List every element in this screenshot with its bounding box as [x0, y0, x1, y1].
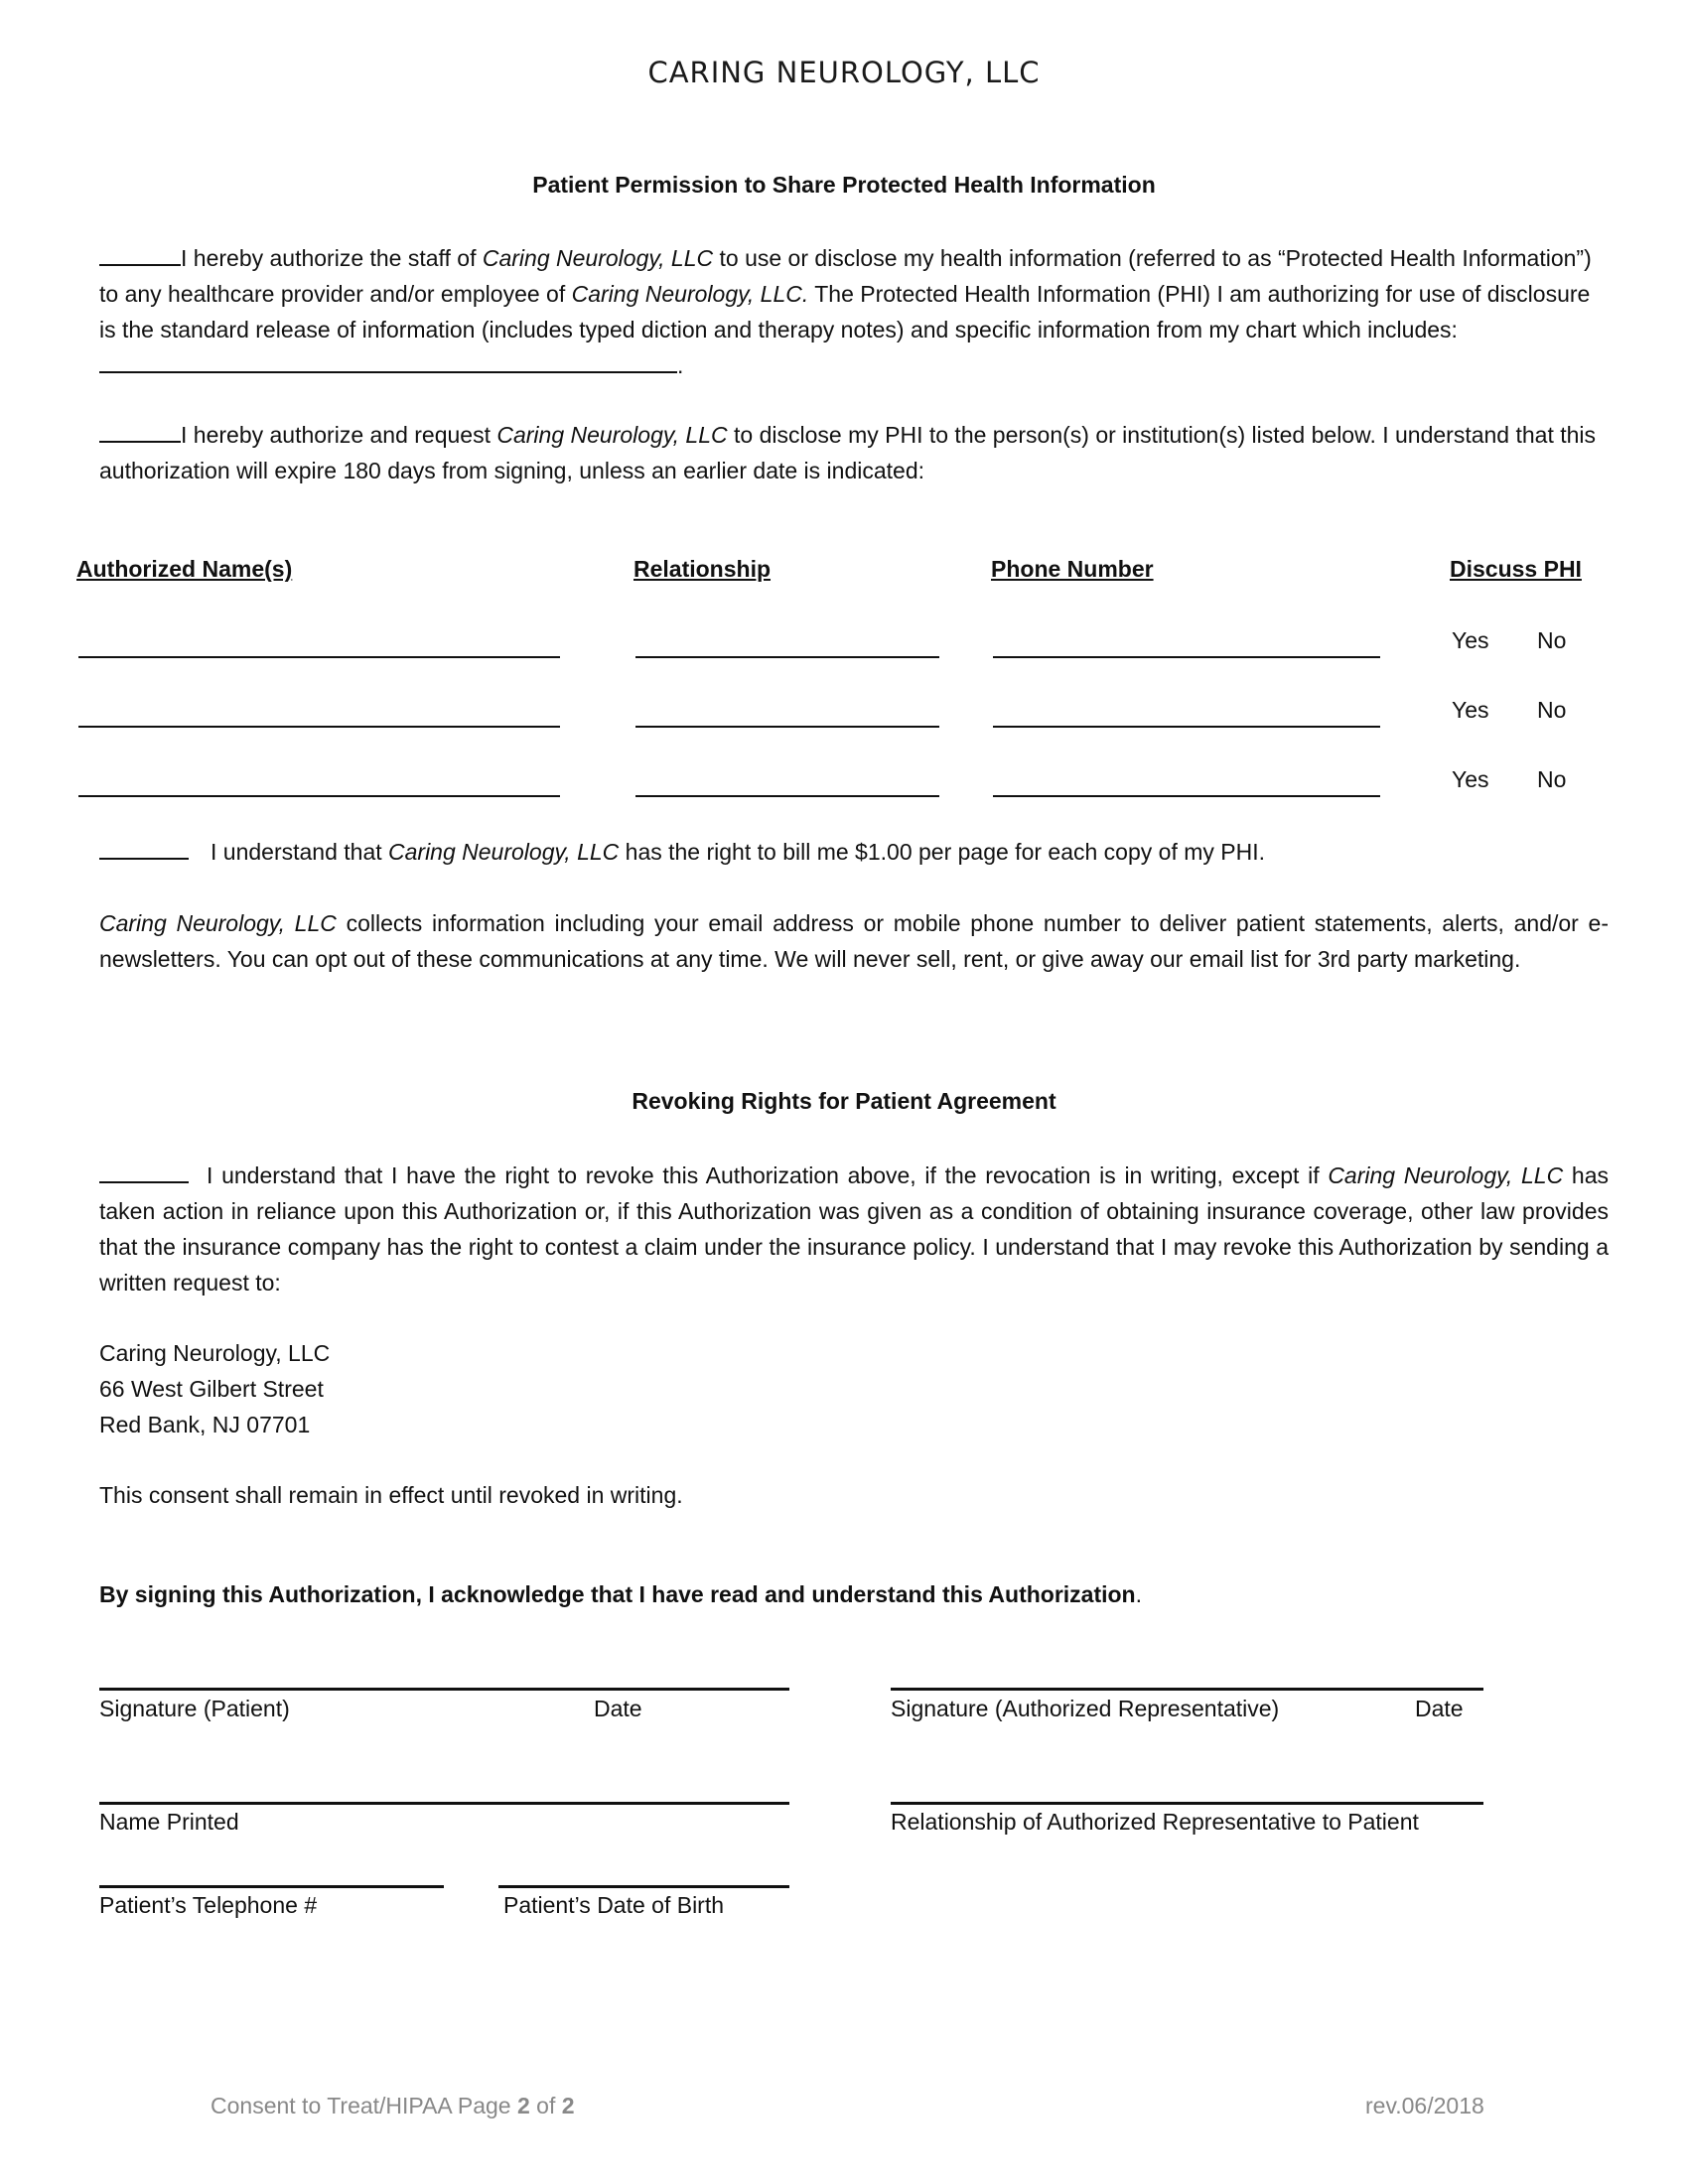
initials-blank[interactable]	[99, 836, 189, 860]
discuss-yes-option[interactable]: Yes	[1452, 766, 1489, 792]
initials-blank[interactable]	[99, 419, 181, 443]
column-header-discuss-phi: Discuss PHI	[1450, 556, 1582, 582]
date-of-birth-line[interactable]	[498, 1885, 789, 1888]
column-header-relationship: Relationship	[633, 556, 772, 582]
company-name: Caring Neurology, LLC	[496, 422, 728, 448]
initials-blank[interactable]	[99, 1160, 189, 1183]
relationship-field[interactable]	[635, 656, 939, 658]
representative-relationship-line[interactable]	[891, 1802, 1483, 1805]
phone-field[interactable]	[993, 726, 1380, 728]
address-line: Red Bank, NJ 07701	[99, 1412, 311, 1437]
authorized-name-field[interactable]	[78, 726, 560, 728]
representative-signature-line[interactable]	[891, 1688, 1483, 1691]
representative-relationship-label: Relationship of Authorized Representative to Patient	[891, 1809, 1419, 1835]
communications-paragraph: Caring Neurology, LLC collects information including your email address or mobile phone number to deliver patient statements, alerts, and/or e-newsletters. You can opt out of these communications at any time. We will never sell, rent, or give away our email list for 3rd party marketing.	[99, 910, 1609, 972]
representative-signature-label: Signature (Authorized Representative)	[891, 1696, 1280, 1721]
address-line: 66 West Gilbert Street	[99, 1376, 324, 1402]
mailing-address	[99, 1335, 1609, 1442]
patient-signature-label: Signature (Patient)	[99, 1696, 290, 1721]
initials-blank[interactable]	[99, 242, 181, 266]
representative-date-label: Date	[1415, 1696, 1464, 1721]
revision-date: rev.06/2018	[1365, 2093, 1484, 2118]
phone-field[interactable]	[993, 656, 1380, 658]
discuss-no-option[interactable]: No	[1537, 627, 1567, 653]
date-of-birth-label: Patient’s Date of Birth	[503, 1892, 725, 1918]
patient-signature-line[interactable]	[99, 1688, 789, 1691]
telephone-line[interactable]	[99, 1885, 444, 1888]
column-header-phone: Phone Number	[991, 556, 1154, 582]
authorize-disclose-paragraph: I hereby authorize and request Caring Neurology, LLC to disclose my PHI to the person(s) or institution(s) listed below. I understand that this authorization will expire 180 days from signing, unless an earlier date is indicated:	[99, 417, 1609, 488]
acknowledgement-statement: By signing this Authorization, I acknowledge that I have read and understand this Authorization.	[99, 1581, 1142, 1607]
chart-info-blank[interactable]	[99, 349, 677, 373]
company-name: Caring Neurology, LLC	[388, 839, 620, 865]
authorized-name-field[interactable]	[78, 795, 560, 797]
authorized-name-field[interactable]	[78, 656, 560, 658]
page-total: 2	[561, 2093, 575, 2118]
section-title-revoking: Revoking Rights for Patient Agreement	[632, 1088, 1056, 1114]
company-name: Caring Neurology, LLC.	[571, 281, 809, 307]
company-name: Caring Neurology, LLC	[1328, 1162, 1564, 1188]
organization-title: CARING NEUROLOGY, LLC	[647, 56, 1041, 89]
address-line: Caring Neurology, LLC	[99, 1340, 331, 1366]
discuss-yes-option[interactable]: Yes	[1452, 627, 1489, 653]
name-printed-label: Name Printed	[99, 1809, 239, 1835]
company-name: Caring Neurology, LLC	[482, 245, 714, 271]
relationship-field[interactable]	[635, 795, 939, 797]
name-printed-line[interactable]	[99, 1802, 789, 1805]
page-number: 2	[516, 2093, 530, 2118]
phone-field[interactable]	[993, 795, 1380, 797]
consent-statement: This consent shall remain in effect until revoked in writing.	[99, 1482, 683, 1508]
discuss-no-option[interactable]: No	[1537, 697, 1567, 723]
billing-paragraph: I understand that Caring Neurology, LLC has the right to bill me $1.00 per page for each copy of my PHI.	[99, 834, 1609, 870]
telephone-label: Patient’s Telephone #	[99, 1892, 318, 1918]
company-name: Caring Neurology, LLC	[99, 910, 337, 936]
authorize-staff-paragraph: I hereby authorize the staff of Caring Neurology, LLC to use or disclose my health information (referred to as “Protected Health Information”) to any healthcare provider and/or employee of Caring Neurology, LLC. The Protected Health Information (PHI) I am authorizing for use of disclosure is the standard release of information (includes typed diction and therapy notes) and specific information from my chart which includes: .	[99, 240, 1609, 383]
page-footer: Consent to Treat/HIPAA Page 2 of 2	[211, 2093, 575, 2118]
discuss-yes-option[interactable]: Yes	[1452, 697, 1489, 723]
discuss-no-option[interactable]: No	[1537, 766, 1567, 792]
column-header-authorized-name: Authorized Name(s)	[76, 556, 293, 582]
patient-date-label: Date	[594, 1696, 642, 1721]
revoking-paragraph: I understand that I have the right to revoke this Authorization above, if the revocation is in writing, except if Caring Neurology, LLC has taken action in reliance upon this Authorization or, if this Authorization was given as a condition of obtaining insurance coverage, other law provides that the insurance company has the right to contest a claim under the insurance policy. I understand that I may revoke this Authorization by sending a written request to:	[99, 1158, 1609, 1300]
relationship-field[interactable]	[635, 726, 939, 728]
section-title-permission: Patient Permission to Share Protected Health Information	[532, 172, 1156, 198]
